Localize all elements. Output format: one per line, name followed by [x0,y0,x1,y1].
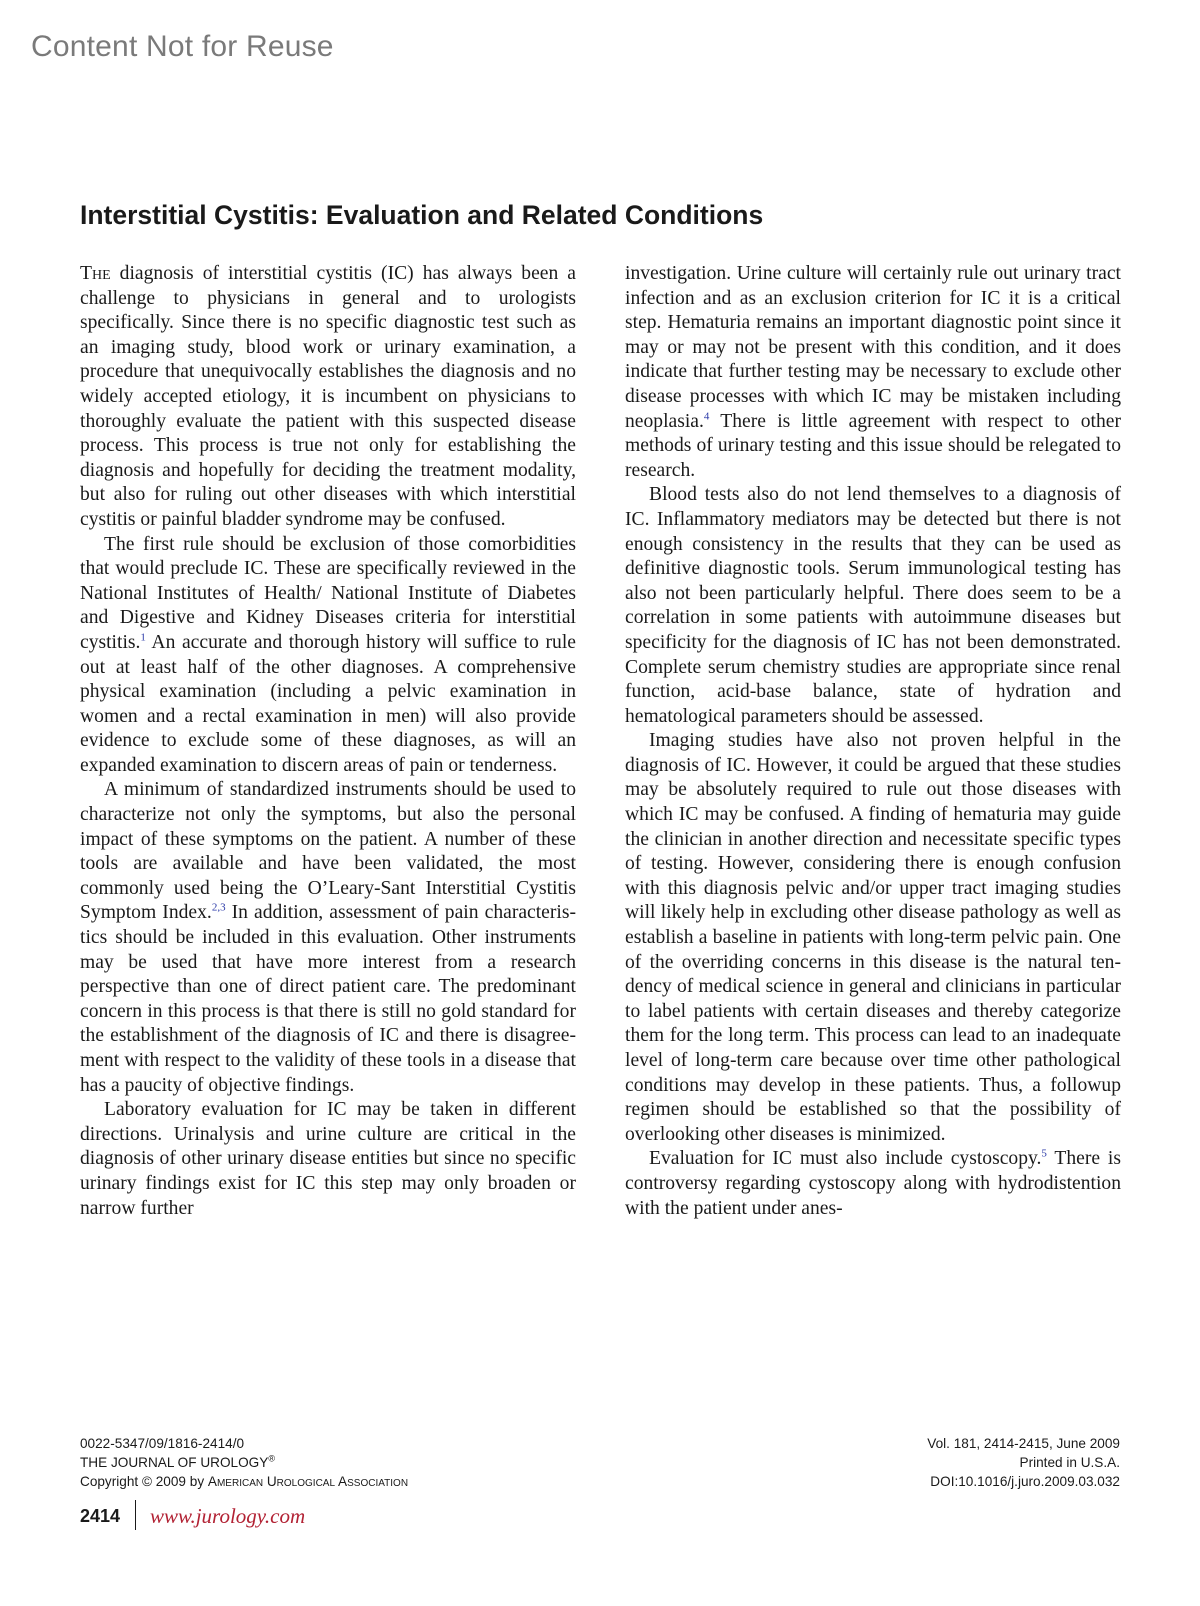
right-column [625,262,1121,1221]
journal-name-text: THE JOURNAL OF UROLOGY [80,1455,269,1470]
paragraph [80,262,576,533]
paragraph-text: There is controversy regarding cystoscopy along with hydrodistention with the patient under anes- [625,1148,1122,1219]
paragraph-text: diagnosis of interstitial cystitis (IC) has always been a challenge to physicians in general and to urologists specifically. Since there is no specific diagnostic test such as an imaging study, blood work or urinary examination, a procedure that unequivocally establishes the diagnosis and no widely accepted etiology, it is incumbent on physicians to thoroughly evaluate the patient with this suspected disease process. This process is true not only for establishing the diagnosis and hopefully for deciding the treatment modality, but also for ruling out other diseases with which interstitial cystitis or painful bladder syndrome may be confused. [80,263,576,530]
registered-mark: ® [268,1453,275,1464]
paragraph-text: There is little agreement with respect to other methods of urinary testing and this issue should be relegated to research. [625,410,1121,481]
journal-url-link[interactable]: www.jurology.com [150,1504,306,1528]
copyright-prefix: Copyright © 2009 by [80,1474,208,1489]
publication-info [80,1434,408,1491]
journal-name [80,1453,408,1472]
reference-link[interactable]: 1 [140,631,146,644]
volume-info: Vol. 181, 2414-2415, June 2009 [927,1436,1120,1451]
paragraph [80,533,576,779]
printed-location: Printed in U.S.A. [1019,1455,1120,1470]
paragraph: Laboratory evaluation for IC may be taken in different directions. Urinalysis and urine culture are critical in the diagnosis of other urinary disease entities but since no specific urinary findings exist for IC this step may only broaden or narrow further [80,1099,576,1219]
paragraph [625,1147,1121,1221]
issn-code: 0022-5347/09/1816-2414/0 [80,1436,245,1451]
paragraph-text: In addition, assessment of pain characteristics should be included in this evaluation. Other instruments may be used that have more interest from a research perspective than one of direct patient care. The predominant concern in this process is that there is still no gold standard for the establishment of the diagnosis of IC and there is disagreement with respect to the validity of these tools in a disease that has a paucity of objective findings. [80,902,577,1096]
lead-in-word: The [80,263,111,284]
footer-divider [135,1500,136,1530]
paragraph-text: investigation. Urine culture will certainly rule out urinary tract infection and as an exclusion criterion for IC it is a critical step. Hematuria remains an important diagnostic point since it may or may not be present with this condition, and it does indicate that further testing may be necessary to exclude other disease processes with which IC may be mistaken including neoplasia. [625,263,1121,432]
left-column [80,262,576,1221]
paragraph-text: An accurate and thorough history will suffice to rule out at least half of the other diagnoses. A comprehensive physical examination (including a pelvic examination in women and a rectal examination in men) will also provide evidence to exclude some of these diagnoses, as will an expanded examination to discern areas of pain or tenderness. [80,631,576,776]
paragraph-text: Evaluation for IC must also include cystoscopy. [649,1148,1042,1170]
copyright-line [80,1472,408,1491]
paragraph: Imaging studies have also not proven helpful in the diagnosis of IC. However, it could be argued that these studies may be absolutely required to rule out those diseases with which IC may be confused. A finding of hematuria may guide the clinician in another direction and necessitate specific types of testing. However, considering there is enough confusion with this diagnosis pelvic and/or upper tract imaging studies will likely help in excluding other disease pathology as well as establish a baseline in patients with long-term pelvic pain. One of the overriding concerns in this disease is the natural tendency of medical science in general and clinicians in particular to label patients with certain diseases and thereby categorize them for the long term. This process can lead to an inadequate level of long-term care because over time other pathological conditions may develop in these patients. Thus, a followup regimen should be established so that the possibility of overlooking other diseases is minimized. [625,730,1121,1145]
article-title: Interstitial Cystitis: Evaluation and Related Conditions [80,200,764,230]
watermark-text: Content Not for Reuse [31,30,334,63]
reference-link[interactable]: 5 [1041,1147,1047,1160]
paragraph: Blood tests also do not lend themselves to a diagnosis of IC. Inflammatory mediators may be detected but there is not enough consistency in the results that they can be used as definitive diagnostic tools. Serum immunological testing has also not been particularly helpful. There does seem to be a correlation in some patients with autoimmune diseases but specificity for the diagnosis of IC has not been demonstrated. Complete serum chemistry studies are appropriate since renal function, acid-base balance, state of hydration and hematological parameters should be assessed. [625,484,1121,727]
paragraph [625,262,1121,483]
doi[interactable]: DOI:10.1016/j.juro.2009.03.032 [930,1474,1120,1489]
citation-info [927,1434,1120,1491]
paragraph-text: The first rule should be exclusion of those comorbidities that would preclude IC. These are specifically reviewed in the National Institutes of Health/ National Institute of Diabetes and Digestive and Kidney Diseases criteria for interstitial cystitis. [80,533,576,653]
page-number: 2414 [80,1506,121,1526]
paragraph [80,778,576,1098]
reference-link[interactable]: 2,3 [211,901,226,914]
association-name: American Urological Association [207,1474,409,1489]
paragraph-text: A minimum of standardized instruments should be used to characterize not only the symptoms, but also the personal impact of these symptoms on the patient. A number of these tools are available and have been validated, the most commonly used being the O’Leary-Sant Interstitial Cystitis Symptom Index. [80,779,576,924]
reference-link[interactable]: 4 [703,410,710,423]
